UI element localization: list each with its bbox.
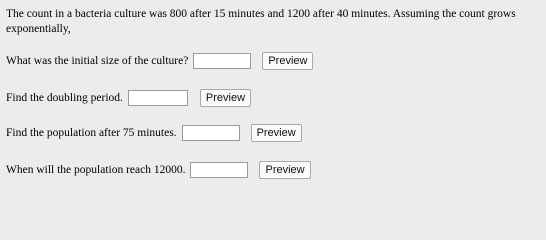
question-prompt: What was the initial size of the culture? — [6, 55, 189, 67]
question-row-reach-12000 — [6, 160, 311, 180]
answer-input-doubling-period[interactable] — [128, 90, 188, 106]
question-prompt: Find the population after 75 minutes. — [6, 127, 177, 139]
answer-input-reach-12000[interactable] — [190, 162, 248, 178]
problem-statement: The count in a bacteria culture was 800 after 15 minutes and 1200 after 40 minutes. Assuming the count grows exponentially, — [6, 8, 516, 35]
preview-button[interactable]: Preview — [262, 52, 313, 70]
preview-button[interactable]: Preview — [251, 124, 302, 142]
preview-button[interactable]: Preview — [200, 89, 251, 107]
question-row-initial-size — [6, 51, 313, 71]
question-row-doubling-period — [6, 88, 251, 108]
answer-input-population-75-min[interactable] — [182, 125, 240, 141]
question-row-population-75-min — [6, 123, 302, 143]
preview-button[interactable]: Preview — [259, 161, 310, 179]
question-prompt: Find the doubling period. — [6, 92, 123, 104]
question-prompt: When will the population reach 12000. — [6, 164, 186, 176]
answer-input-initial-size[interactable] — [193, 53, 251, 69]
